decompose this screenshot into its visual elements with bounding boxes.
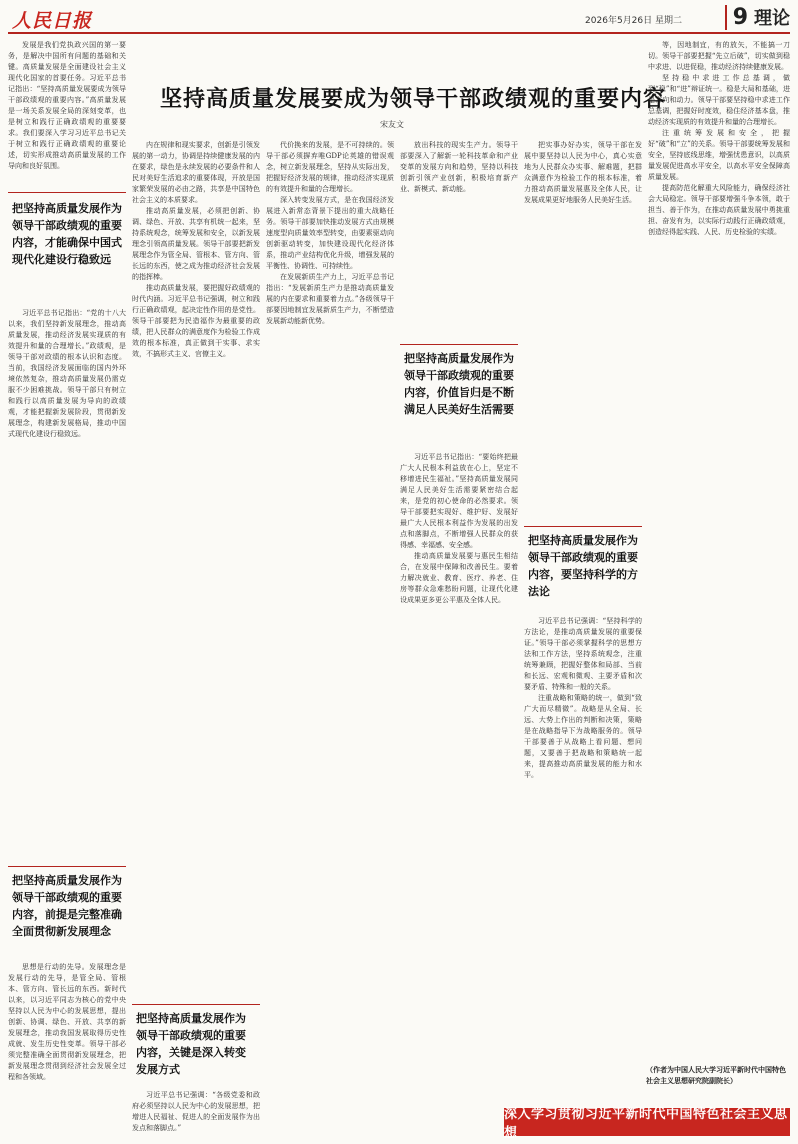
- subheading-2: 把坚持高质量发展作为领导干部政绩观的重要内容，价值旨归是不断满足人民美好生活需要: [404, 352, 514, 416]
- body-paragraph: 推动高质量发展要与惠民生相结合，在发展中保障和改善民生。要着力解决就业、教育、医疗、养老、住房等群众急难愁盼问题，让现代化建设成果更多更公平惠及全体人民。: [400, 552, 518, 604]
- divider: [524, 526, 642, 527]
- body-paragraph: 习近平总书记强调：“各级党委和政府必须坚持以人民为中心的发展思想，把增进人民福祉、促进人的全面发展作为出发点和落脚点。”: [132, 1091, 260, 1132]
- divider: [400, 344, 518, 345]
- subheading-3: 把坚持高质量发展作为领导干部政绩观的重要内容，要坚持科学的方法论: [528, 534, 638, 598]
- body-paragraph: 习近平总书记强调：“坚持科学的方法论，是推动高质量发展的重要保证。”领导干部必须掌握科学的思想方法和工作方法，坚持系统观念，注重统筹兼顾，把握好整体和局部、当前和长远、宏观和微观、主要矛盾和次要矛盾、特殊和一般的关系。: [524, 617, 642, 691]
- body-paragraph: 深入转变发展方式，是在我国经济发展进入新常态背景下提出的重大战略任务。领导干部要加快推动发展方式由规模速度型向质量效率型转变，由要素驱动向创新驱动转变，加快建设现代化经济体系，推动产业结构优化升级，增强发展的平衡性、协调性、可持续性。: [266, 196, 394, 270]
- divider: [132, 1004, 260, 1005]
- column-5-top: [524, 140, 642, 520]
- body-paragraph: 提高防范化解重大风险能力，确保经济社会大局稳定。领导干部要增强斗争本领，敢于担当、善于作为，在推动高质量发展中勇挑重担、奋发有为，以实际行动践行正确政绩观，创造经得起实践、人民、历史检验的实绩。: [648, 184, 790, 236]
- subheading-4: 把坚持高质量发展作为领导干部政绩观的重要内容，前提是完整准确全面贯彻新发展理念: [12, 874, 122, 938]
- newspaper-logo: 人民日报: [12, 10, 93, 32]
- body-paragraph: 思想是行动的先导。发展理念是发展行动的先导，是管全局、管根本、管方向、管长远的东西。新时代以来，以习近平同志为核心的党中央坚持以人民为中心的发展思想，提出创新、协调、绿色、开放、共享的新发展理念，推动我国发展取得历史性成就、发生历史性变革。领导干部必须完整准确全面贯彻新发展理念，把新发展理念贯彻到经济社会发展全过程和各领域。: [8, 963, 126, 1081]
- body-paragraph: 推动高质量发展，必须把创新、协调、绿色、开放、共享有机统一起来，坚持系统观念，统筹发展和安全，以新发展理念引领高质量发展。领导干部要把新发展理念作为管全局、管根本、管方向、管长远的东西，使之成为推动经济社会发展的指挥棒。: [132, 207, 260, 281]
- divider: [8, 866, 126, 867]
- article-headline: 坚持高质量发展要成为领导干部政绩观的重要内容: [160, 87, 667, 112]
- intro-paragraph: 发展是我们党执政兴国的第一要务，是解决中国所有问题的基础和关键。高质量发展是全面建设社会主义现代化国家的首要任务。习近平总书记指出：“坚持高质量发展要成为领导干部政绩观的重要内容。”高质量发展是一场关系发展全局的深刻变革，也是树立和践行正确政绩观的重要要求。我们要深入学习习近平总书记关于树立和践行正确政绩观的重要论述，切实形成推动高质量发展的工作导向和良好氛围。: [8, 41, 126, 170]
- column-3-body: [266, 140, 394, 1138]
- article-author: 宋友文: [380, 120, 404, 129]
- column-1-intro: [8, 40, 126, 188]
- body-paragraph: 习近平总书记指出：“党的十八大以来，我们坚持新发展理念，推动高质量发展，推动经济发展实现质的有效提升和量的合理增长。”政绩观，是领导干部对政绩的根本认识和态度。当前，我国经济发展面临的国内外环境依然复杂，推动高质量发展仍需克服不少困难挑战。领导干部只有树立和践行以高质量发展为导向的政绩观，才能把握新发展阶段，贯彻新发展理念，构建新发展格局，推动中国式现代化建设行稳致远。: [8, 309, 126, 438]
- section-name: 理论: [754, 8, 790, 29]
- column-2-body: [132, 140, 260, 640]
- page-number: 9: [725, 5, 748, 30]
- body-paragraph: 等，因地制宜，有的放矢，不能搞一刀切。领导干部要把握“先立后破”，切实做到稳中求进、以进促稳，推动经济持续健康发展。: [648, 41, 790, 71]
- masthead: [8, 4, 790, 34]
- body-paragraph: 放出科技的现实生产力。领导干部要深入了解新一轮科技革命和产业变革的发展方向和趋势，坚持以科技创新引领产业创新，积极培育新产业、新模式、新动能。: [400, 141, 518, 193]
- body-paragraph: 推动高质量发展，要把握好政绩观的时代内涵。习近平总书记强调，树立和践行正确政绩观，起决定性作用的是党性。领导干部要把为民造福作为最重要的政绩，把人民群众的满意度作为检验工作成效的根本标准，真正做到干实事、求实效，不搞形式主义、官僚主义。: [132, 284, 260, 358]
- body-paragraph: 内在规律和现实要求，创新是引领发展的第一动力，协调是持续健康发展的内在要求，绿色是永续发展的必要条件和人民对美好生活追求的重要体现，开放是国家繁荣发展的必由之路，共享是中国特色社会主义的本质要求。: [132, 141, 260, 204]
- body-paragraph: 注重战略和策略的统一，做到“致广大而尽精微”。战略是从全局、长远、大势上作出的判断和决策，策略是在战略指导下为战略服务的。领导干部要善于从战略上看问题、想问题，又要善于把战略和策略统一起来，提高推动高质量发展的能力和水平。: [524, 694, 642, 779]
- column-6-body: [648, 40, 790, 1060]
- subheading-5: 把坚持高质量发展作为领导干部政绩观的重要内容，关键是深入转变发展方式: [136, 1012, 246, 1076]
- column-2-tail: [132, 1090, 260, 1138]
- body-paragraph: 把实事办好办实，领导干部在发展中要坚持以人民为中心，真心实意地为人民群众办实事、解难题，把群众满意作为检验工作的根本标准，着力推动高质量发展惠及全体人民，让发展成果更好地服务人民美好生活。: [524, 141, 642, 204]
- body-paragraph: 坚持稳中求进工作总基调，做到“稳”和“进”辩证统一。稳是大局和基础，进是方向和动力。领导干部要坚持稳中求进工作总基调，把握好时度效，稳住经济基本盘，推动经济实现质的有效提升和量的合理增长。: [648, 74, 790, 126]
- author-note: （作者为中国人民大学习近平新时代中国特色社会主义思想研究院副院长）: [646, 1065, 786, 1085]
- body-paragraph: 在发展新质生产力上，习近平总书记指出：“发展新质生产力是推动高质量发展的内在要求和重要着力点。”各级领导干部要因地制宜发展新质生产力，不断塑造发展新动能新优势。: [266, 273, 394, 325]
- column-1-tail: [8, 962, 126, 1138]
- issue-date: 2026年5月26日 星期二: [585, 16, 682, 26]
- body-paragraph: 注重统筹发展和安全，把握好“破”和“立”的关系。领导干部要统筹发展和安全，坚持底线思维，增强忧患意识，以高质量发展促进高水平安全，以高水平安全保障高质量发展。: [648, 129, 790, 181]
- body-paragraph: 习近平总书记指出：“要始终把最广大人民根本利益放在心上，坚定不移增进民生福祉。”坚持高质量发展同满足人民美好生活需要紧密结合起来，是党的初心使命的必然要求。领导干部要把实现好、维护好、发展好最广大人民根本利益作为发展的出发点和落脚点，不断增强人民群众的获得感、幸福感、安全感。: [400, 453, 518, 549]
- column-4-body: [400, 452, 518, 1138]
- column-banner: 深入学习贯彻习近平新时代中国特色社会主义思想: [504, 1108, 790, 1136]
- page-label: [725, 4, 790, 30]
- divider: [8, 192, 126, 193]
- body-paragraph: 代价换来的发展，是不可持续的。领导干部必须摒弃唯GDP论英雄的错误观念，树立新发展理念，坚持从实际出发，把握好经济发展的规律，推动经济实现质的有效提升和量的合理增长。: [266, 141, 394, 193]
- column-4-top: [400, 140, 518, 336]
- column-1-body: [8, 308, 126, 860]
- subheading-1: 把坚持高质量发展作为领导干部政绩观的重要内容，才能确保中国式现代化建设行稳致远: [12, 202, 122, 266]
- column-5-body: [524, 616, 642, 1104]
